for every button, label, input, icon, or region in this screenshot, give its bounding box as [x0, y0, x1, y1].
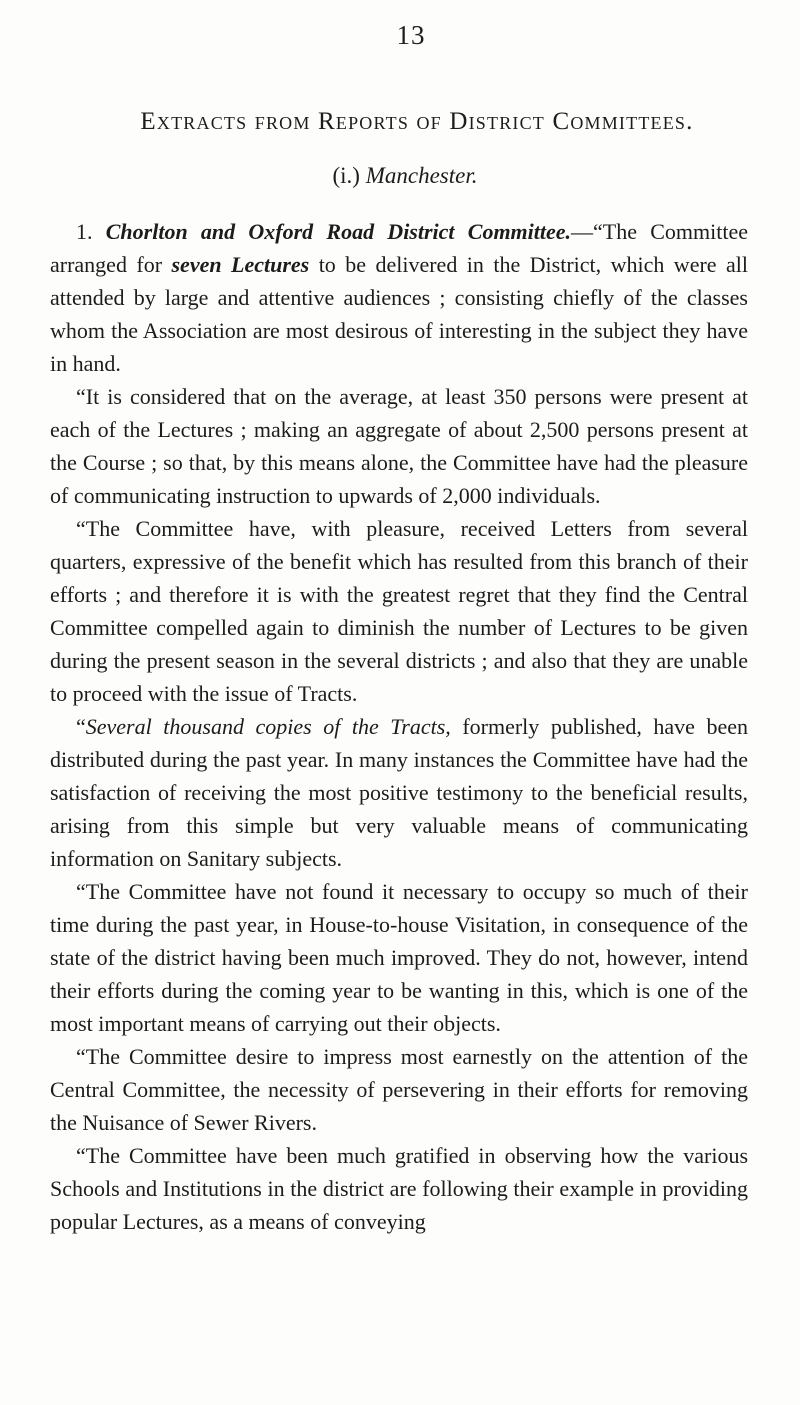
emphasis-text: seven Lectures — [171, 252, 310, 277]
paragraph-text: formerly published, have been distributed during the past year. In many instances the Committee have had the satisfaction of receiving the most positive testimony to the beneficial results, arising from this simple but very valuable means of communicating information on Sanitary subjects. — [50, 714, 749, 871]
paragraph-1 — [50, 215, 748, 380]
report-body — [50, 215, 748, 1238]
section-place: Manchester. — [365, 163, 478, 188]
page-heading: Extracts from Reports of District Committees. — [140, 108, 694, 135]
section-subheading — [62, 164, 748, 187]
paragraph-5: “The Committee have not found it necessary to occupy so much of their time during the past year, in House-to-house Visitation, in consequence of the state of the district having been much improved. They do not, however, intend their efforts during the coming year to be wanting in this, which is one of the most important means of carrying out their objects. — [50, 879, 748, 1036]
quote-mark: “ — [76, 714, 86, 739]
paragraph-6: “The Committee desire to impress most earnestly on the attention of the Central Committee, the necessity of persevering in their efforts for removing the Nuisance of Sewer Rivers. — [50, 1044, 748, 1135]
paragraph-7: “The Committee have been much gratified in observing how the various Schools and Institutions in the district are following their example in providing popular Lectures, as a means of conveying — [50, 1143, 748, 1234]
paragraph-3: “The Committee have, with pleasure, received Letters from several quarters, expressive of the benefit which has resulted from this branch of their efforts ; and therefore it is with the greatest regret that they find the Central Committee compelled again to diminish the number of Lectures to be given during the present season in the several districts ; and also that they are unable to proceed with the issue of Tracts. — [50, 516, 748, 706]
section-numeral: (i.) — [332, 163, 360, 188]
paragraph-text: to be delivered in the District, which were all attended by large and attentive audiences ; consisting chiefly of the classes whom the Association are most desirous of interesting in the subject they have in hand. — [50, 252, 748, 376]
paragraph-4 — [50, 710, 748, 875]
paragraph-number: 1. — [76, 219, 93, 244]
page-number: 13 — [396, 20, 426, 50]
committee-title: Chorlton and Oxford Road District Committee. — [105, 219, 572, 244]
emphasis-text: Several thousand copies of the Tracts, — [85, 714, 451, 739]
paragraph-text: —“The Committee arranged for — [50, 219, 749, 277]
paragraph-2: “It is considered that on the average, at least 350 persons were present at each of the Lectures ; making an aggregate of about 2,500 persons present at the Course ; so that, by this means alone, the Committee have had the pleasure of communicating instruction to upwards of 2,000 individuals. — [50, 384, 748, 508]
